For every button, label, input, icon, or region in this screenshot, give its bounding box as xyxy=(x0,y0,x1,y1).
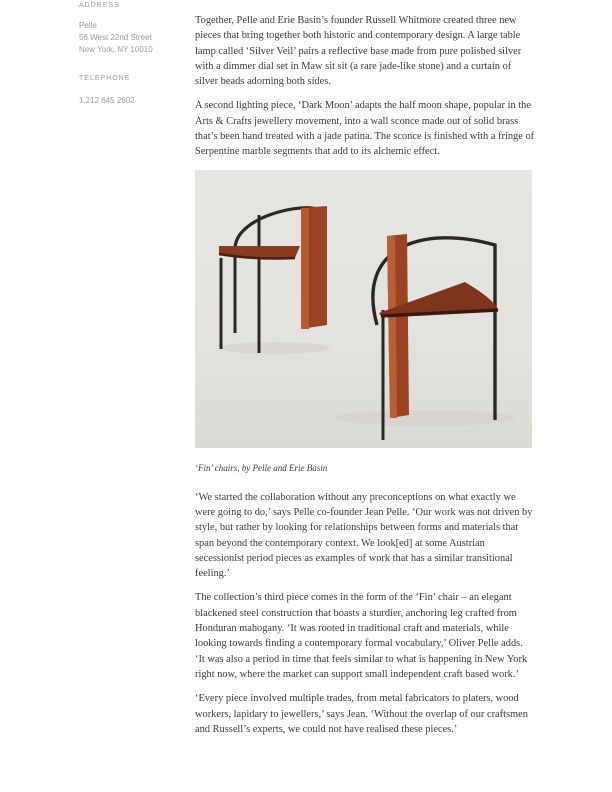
telephone-link[interactable]: 1.212 645 2602 xyxy=(79,96,135,105)
fin-chairs-photo xyxy=(195,170,532,448)
address-line: 56 West 22nd Street xyxy=(79,33,152,42)
article-paragraph: Together, Pelle and Erie Basin’s founder Russell Whitmore created three new pieces that bring together both historic and contemporary design. A large table lamp called ‘Silver Veil’ pairs a reflective base made from pure polished silver with a dimmer dial set in Maw sit sit (a rare jade-like stone) and a curtain of silver beads adorning both sides. xyxy=(195,15,522,88)
article-body xyxy=(195,13,535,746)
address-heading: ADDRESS xyxy=(79,2,120,9)
article-paragraph: ‘Every piece involved multiple trades, from metal fabricators to platers, wood workers, lapidary to jewellers,’ says Jean. ‘Without the overlap of our craftsmen and Russell’s experts, we could not have realised these pieces.’ xyxy=(195,693,528,735)
image-caption: ‘Fin’ chairs, by Pelle and Erie Basin xyxy=(195,462,328,473)
left-chair xyxy=(219,206,327,353)
right-chair xyxy=(373,234,498,440)
address-line: New York, NY 10010 xyxy=(79,45,153,54)
telephone-heading: TELEPHONE xyxy=(79,75,131,82)
article-paragraph: The collection’s third piece comes in the form of the ‘Fin’ chair – an elegant blackened steel construction that boasts a sturdier, anchoring leg crafted from Honduran mahogany. ‘It was rooted in traditional craft and materials, while looking towards finding a contemporary formal vocabulary,’ Oliver Pelle adds. ‘It was also a period in time that feels similar to what is happening in New York right now, where the market can support small independent craft based work.’ xyxy=(195,592,528,680)
article-paragraph: ‘We started the collaboration without any preconceptions on what exactly we were going to do,’ says Pelle co-founder Jean Pelle. ‘Our work was not driven by style, but rather by looking for relationships between forms and materials that span beyond the contemporary context. We look[ed] at some Austrian secessionist period pieces as examples of work that has a similar transitional feeling.’ xyxy=(195,491,533,580)
address-line: Pelle xyxy=(79,21,97,30)
fin-chairs-illustration xyxy=(195,170,532,448)
article-paragraph: A second lighting piece, ‘Dark Moon’ adapts the half moon shape, popular in the Arts & Crafts jewellery movement, into a wall sconce made out of solid brass that’s been hand treated with a jade patina. The sconce is finished with a fringe of Serpentine marble segments that add to its alchemic effect. xyxy=(195,100,535,158)
address-block xyxy=(79,20,179,56)
